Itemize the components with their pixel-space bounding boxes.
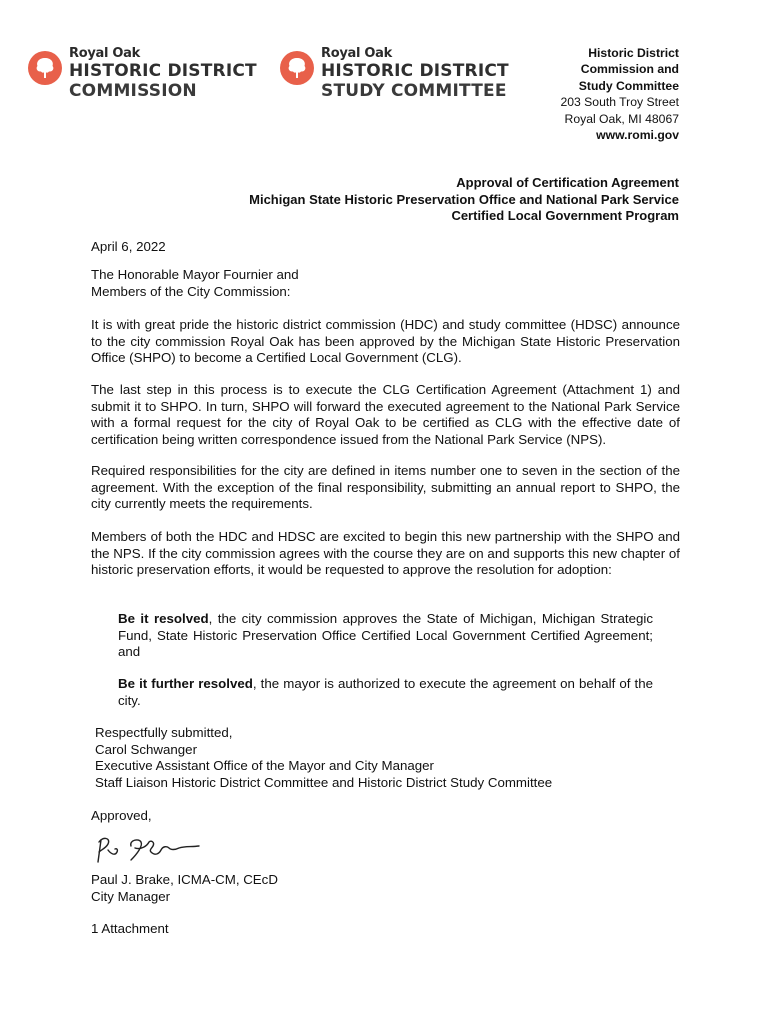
website-link[interactable]: www.romi.gov (596, 128, 679, 143)
letter-title (249, 175, 679, 225)
resolution-2-text: , the mayor is authorized to execute the agreement on behalf of the city. (118, 676, 653, 708)
resolution-1-lead: Be it resolved (118, 611, 209, 626)
org-name-line-2: Commission and (580, 62, 679, 77)
tree-icon (27, 50, 63, 86)
logo-city-name: Royal Oak (321, 46, 392, 61)
signer-block (91, 872, 680, 905)
logo-line-1: HISTORIC DISTRICT (69, 61, 257, 81)
signer-name: Paul J. Brake, ICMA-CM, CEcD (91, 872, 278, 887)
org-name-line-1: Historic District (588, 46, 679, 60)
city-state-zip: Royal Oak, MI 48067 (564, 111, 679, 126)
resolution-2 (118, 676, 653, 709)
resolution-2-lead: Be it further resolved (118, 676, 253, 691)
paragraph-2: The last step in this process is to execute the CLG Certification Agreement (Attachment 1) and submit it to SHPO. In turn, SHPO will forward the executed agreement to the National Park Service with a formal request for the city of Royal Oak to be certified as CLG with the effective date of certification being written correspondence issued from the National Park Service (NPS). (91, 382, 680, 447)
resolution-1-text: , the city commission approves the State of Michigan, Michigan Strategic Fund, State Historic Preservation Office Certified Local Government Certified Agreement; and (118, 611, 653, 660)
paragraph-3: Required responsibilities for the city are defined in items number one to seven in the section of the agreement. With the exception of the final responsibility, submitting an annual report to SHPO, the city currently meets the requirements. (91, 463, 680, 512)
closing-line-2: Carol Schwanger (95, 741, 197, 757)
attachment-note: 1 Attachment (91, 921, 169, 936)
signature-image (95, 832, 215, 868)
logo-city-name: Royal Oak (69, 46, 140, 61)
org-name-line-3: Study Committee (578, 78, 679, 93)
approved-label: Approved, (91, 808, 152, 823)
salutation-line-2: Members of the City Commission: (91, 283, 291, 299)
address-block (560, 45, 679, 143)
paragraph-1: It is with great pride the historic district commission (HDC) and study committee (HDSC) announce to the city commission Royal Oak has been approved by the Michigan State Historic Preservation Office (SHPO) to become a Certified Local Government (CLG). (91, 317, 680, 366)
salutation (91, 267, 680, 300)
logo-line-1: HISTORIC DISTRICT (321, 61, 509, 81)
closing-line-3: Executive Assistant Office of the Mayor and City Manager (95, 758, 434, 774)
logo-line-2: COMMISSION (69, 81, 197, 101)
resolution-1 (118, 611, 653, 661)
title-line-1: Approval of Certification Agreement (456, 175, 679, 190)
logo-line-2: STUDY COMMITTEE (321, 81, 507, 101)
tree-icon (279, 50, 315, 86)
title-line-3: Certified Local Government Program (451, 208, 679, 223)
closing-line-4: Staff Liaison Historic District Committee and Historic District Study Committee (95, 774, 553, 790)
hdc-logo (27, 46, 257, 101)
salutation-line-1: The Honorable Mayor Fournier and (91, 267, 299, 282)
street-address: 203 South Troy Street (560, 95, 679, 110)
paragraph-4: Members of both the HDC and HDSC are excited to begin this new partnership with the SHPO and the NPS. If the city commission agrees with the course they are on and supports this new chapter of historic preservation efforts, it would be requested to approve the resolution for adoption: (91, 529, 680, 578)
closing-block (95, 725, 552, 791)
signer-title: City Manager (91, 888, 171, 904)
hdsc-logo (279, 46, 509, 101)
closing-line-1: Respectfully submitted, (95, 725, 233, 740)
title-line-2: Michigan State Historic Preservation Office and National Park Service (249, 191, 679, 207)
letter-date: April 6, 2022 (91, 239, 166, 254)
